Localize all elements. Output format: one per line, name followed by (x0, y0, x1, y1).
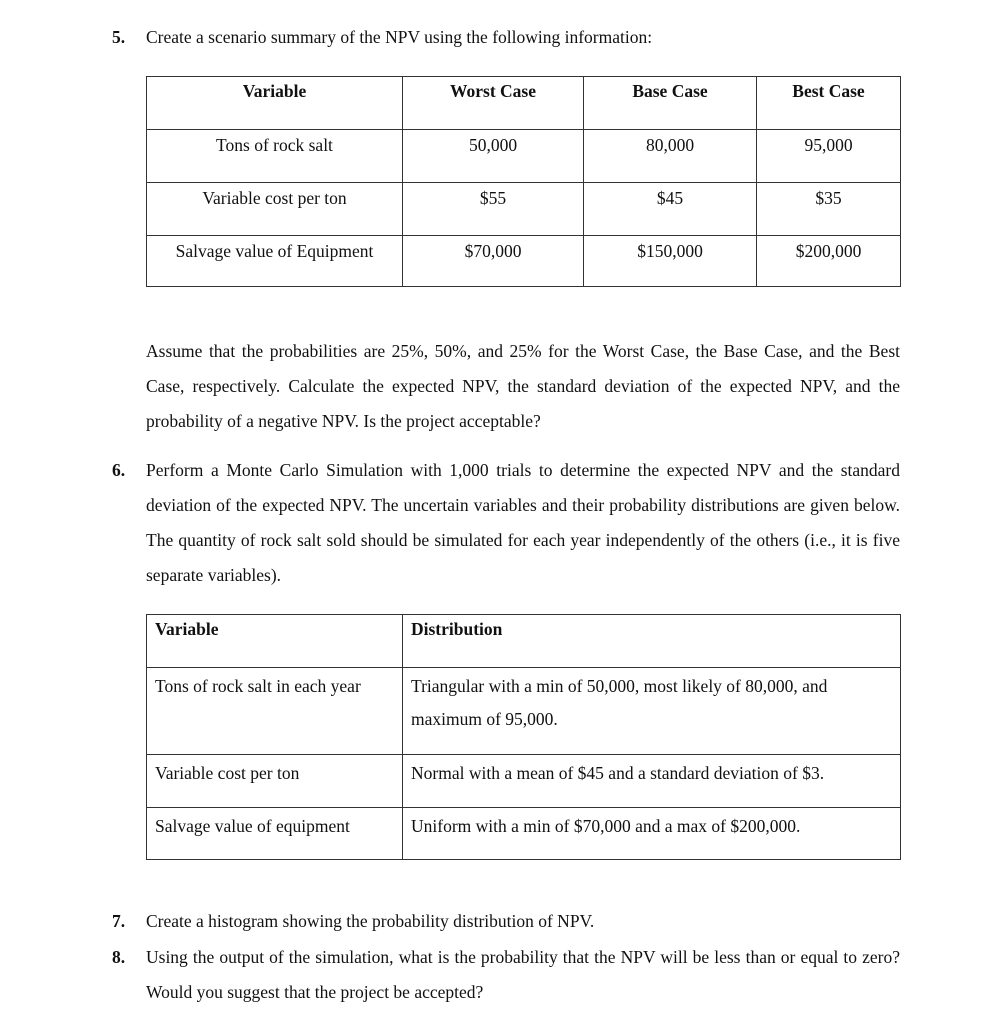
table-row (147, 130, 901, 183)
table-cell: 95,000 (757, 130, 901, 183)
scenario-header-base: Base Case (584, 77, 757, 130)
question-8-number: 8. (112, 947, 126, 967)
distribution-header-variable: Variable (147, 615, 403, 668)
table-row (147, 236, 901, 287)
table-cell: 50,000 (403, 130, 584, 183)
table-cell: Uniform with a min of $70,000 and a max of $200,000. (403, 808, 901, 860)
table-cell: Triangular with a min of 50,000, most likely of 80,000, and maximum of 95,000. (403, 668, 901, 755)
table-cell: Salvage value of equipment (147, 808, 403, 860)
question-5-text: Create a scenario summary of the NPV using the following information: (146, 27, 653, 47)
table-row (147, 183, 901, 236)
table-cell: $45 (584, 183, 757, 236)
scenario-table (146, 76, 901, 287)
question-7-text: Create a histogram showing the probability distribution of NPV. (146, 911, 595, 931)
distribution-header-distribution: Distribution (403, 615, 901, 668)
table-row (147, 808, 901, 860)
scenario-header-worst: Worst Case (403, 77, 584, 130)
table-row (147, 755, 901, 808)
table-cell: $55 (403, 183, 584, 236)
question-6-text: Perform a Monte Carlo Simulation with 1,000 trials to determine the expected NPV and the standard deviation of the expected NPV. The uncertain variables and their probability distributions are given below. The quantity of rock salt sold should be simulated for each year independently of the others (i.e., it is five separate variables). (146, 460, 900, 585)
table-cell: $35 (757, 183, 901, 236)
question-5-paragraph: Assume that the probabilities are 25%, 50%, and 25% for the Worst Case, the Base Case, and the Best Case, respectively. Calculate the expected NPV, the standard deviation of the expected NPV, and the probability of a negative NPV. Is the project acceptable? (146, 341, 900, 431)
distribution-table (146, 614, 901, 860)
table-row (147, 668, 901, 755)
table-cell: Normal with a mean of $45 and a standard deviation of $3. (403, 755, 901, 808)
question-7-number: 7. (112, 911, 126, 931)
scenario-header-variable: Variable (147, 77, 403, 130)
table-cell: Variable cost per ton (147, 755, 403, 808)
table-cell: Tons of rock salt in each year (147, 668, 403, 755)
table-cell: Salvage value of Equipment (147, 236, 403, 287)
question-5-number: 5. (112, 27, 126, 47)
question-8-text: Using the output of the simulation, what is the probability that the NPV will be less than or equal to zero? Would you suggest that the project be accepted? (146, 947, 900, 1002)
table-cell: $150,000 (584, 236, 757, 287)
scenario-table-header-row (147, 77, 901, 130)
distribution-table-header-row (147, 615, 901, 668)
table-cell: Variable cost per ton (147, 183, 403, 236)
table-cell: Tons of rock salt (147, 130, 403, 183)
table-cell: $70,000 (403, 236, 584, 287)
table-cell: 80,000 (584, 130, 757, 183)
question-6-number: 6. (112, 460, 126, 480)
scenario-header-best: Best Case (757, 77, 901, 130)
table-cell: $200,000 (757, 236, 901, 287)
